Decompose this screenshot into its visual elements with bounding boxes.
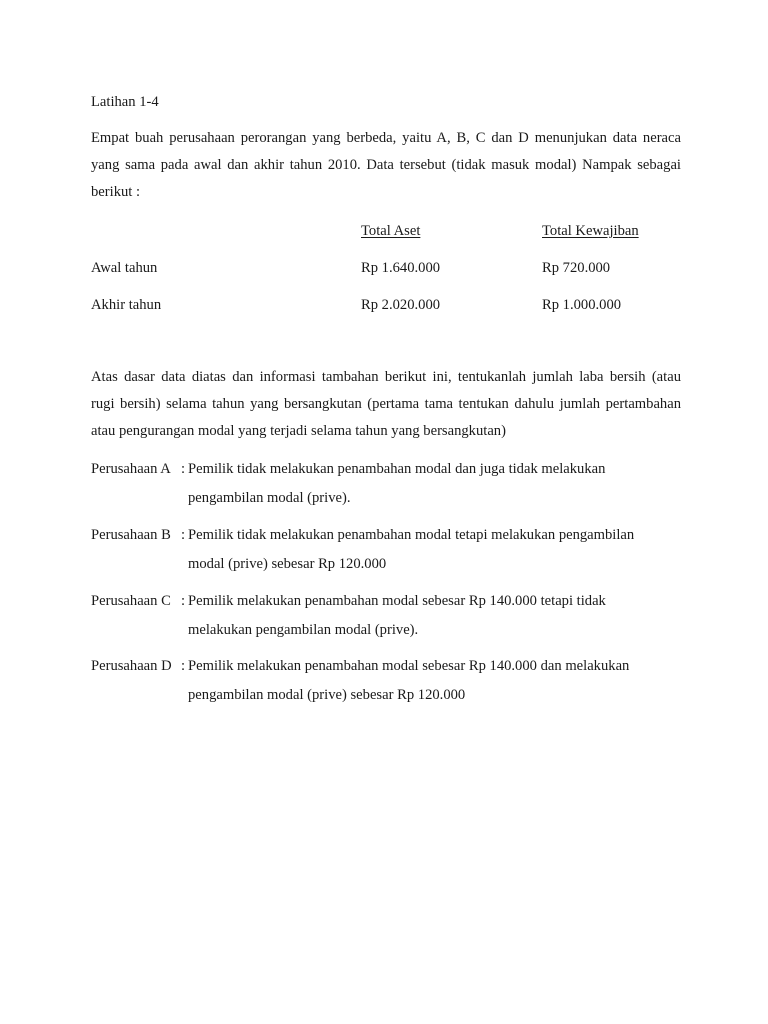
company-description-line: pengambilan modal (prive) sebesar Rp 120.000 <box>188 687 466 703</box>
company-description-line: modal (prive) sebesar Rp 120.000 <box>188 556 387 572</box>
table-cell-period: Awal tahun <box>91 260 158 276</box>
table-row <box>0 259 768 279</box>
intro-line: yang sama pada awal dan akhir tahun 2010. Data tersebut (tidak masuk modal) Nampak sebagai <box>91 157 681 173</box>
intro-line: Empat buah perusahaan perorangan yang berbeda, yaitu A, B, C dan D menunjukan data neraca <box>91 130 681 146</box>
company-separator: : <box>181 527 186 543</box>
table-row <box>0 296 768 316</box>
company-description-line: Pemilik tidak melakukan penambahan modal dan juga tidak melakukan <box>188 461 606 477</box>
table-cell-total-aset: Rp 1.640.000 <box>361 260 441 276</box>
company-separator: : <box>181 658 186 674</box>
company-description-line: pengambilan modal (prive). <box>188 490 351 506</box>
company-item-a <box>91 460 691 520</box>
intro-line: berikut : <box>91 184 141 200</box>
intro-paragraph <box>91 129 681 210</box>
company-description-line: melakukan pengambilan modal (prive). <box>188 622 419 638</box>
table-cell-total-aset: Rp 2.020.000 <box>361 297 441 313</box>
table-header-total-kewajiban: Total Kewajiban <box>542 223 639 239</box>
company-name: Perusahaan D <box>91 658 172 674</box>
exercise-title: Latihan 1-4 <box>91 94 159 110</box>
table-header-total-aset: Total Aset <box>361 223 421 239</box>
company-item-c <box>91 592 691 652</box>
table-cell-total-kewajiban: Rp 720.000 <box>542 260 611 276</box>
instruction-line: Atas dasar data diatas dan informasi tambahan berikut ini, tentukanlah jumlah laba bersih (atau <box>91 369 681 385</box>
instruction-line: rugi bersih) selama tahun yang bersangkutan (pertama tama tentukan dahulu jumlah pertambahan <box>91 396 681 412</box>
company-description-line: Pemilik melakukan penambahan modal sebesar Rp 140.000 tetapi tidak <box>188 593 606 609</box>
table-cell-total-kewajiban: Rp 1.000.000 <box>542 297 622 313</box>
table-cell-period: Akhir tahun <box>91 297 162 313</box>
company-name: Perusahaan C <box>91 593 171 609</box>
company-name: Perusahaan A <box>91 461 171 477</box>
instruction-paragraph <box>91 368 681 449</box>
company-item-b <box>91 526 691 586</box>
table-header-row <box>0 222 768 242</box>
company-separator: : <box>181 461 186 477</box>
company-separator: : <box>181 593 186 609</box>
instruction-line: atau pengurangan modal yang terjadi selama tahun yang bersangkutan) <box>91 423 506 439</box>
company-description-line: Pemilik melakukan penambahan modal sebesar Rp 140.000 dan melakukan <box>188 658 630 674</box>
company-name: Perusahaan B <box>91 527 171 543</box>
company-description-line: Pemilik tidak melakukan penambahan modal tetapi melakukan pengambilan <box>188 527 635 543</box>
company-item-d <box>91 657 691 717</box>
